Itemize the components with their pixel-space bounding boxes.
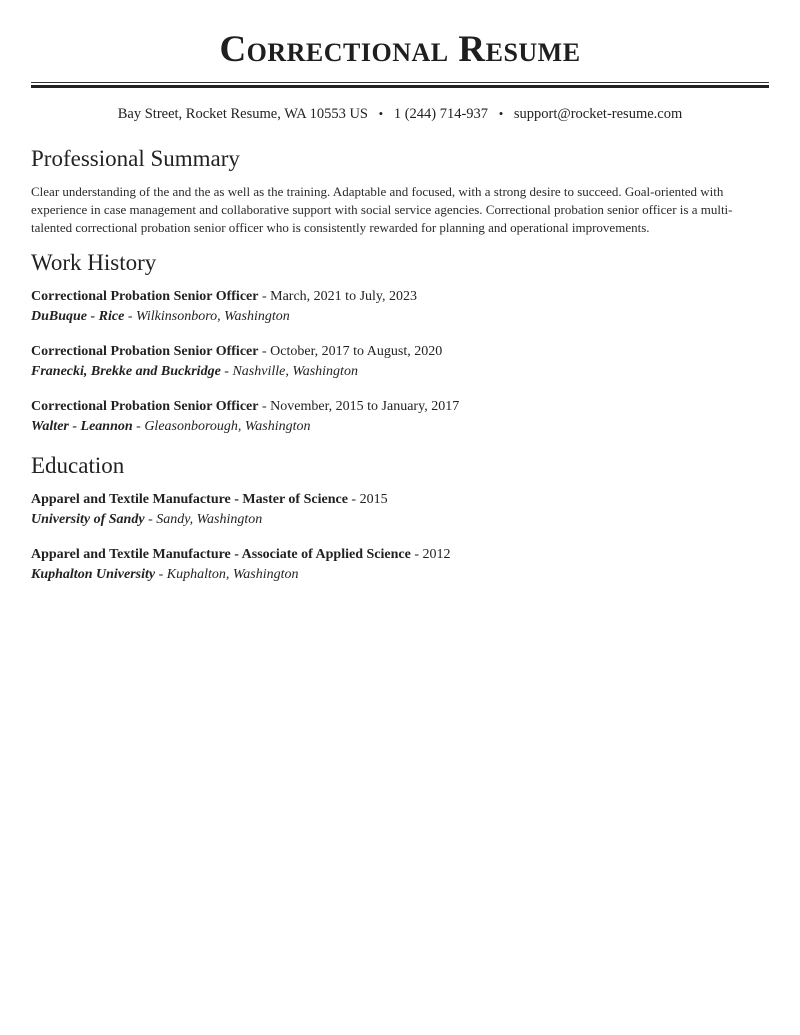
degree-title: Apparel and Textile Manufacture - Master of Science [31, 492, 348, 507]
education-list [31, 490, 769, 585]
job-dash: - [258, 289, 271, 304]
job-dates: November, 2015 to January, 2017 [270, 399, 460, 414]
job-location: Wilkinsonboro, Washington [136, 309, 290, 324]
job-dash: - [124, 309, 137, 324]
job-title: Correctional Probation Senior Officer [31, 344, 259, 359]
degree-dash: - [410, 547, 423, 562]
school-dash: - [144, 512, 157, 527]
contact-phone: 1 (244) 714-937 [393, 106, 489, 122]
job-company: DuBuque - Rice [31, 309, 125, 324]
work-history-list [31, 287, 769, 437]
school-location: Sandy, Washington [156, 512, 263, 527]
job-location: Nashville, Washington [232, 364, 358, 379]
job-title: Correctional Probation Senior Officer [31, 399, 259, 414]
job-dates: March, 2021 to July, 2023 [270, 289, 417, 304]
title-divider [31, 82, 769, 88]
job-dash: - [258, 344, 271, 359]
degree-year: 2012 [422, 547, 451, 562]
job-entry [31, 397, 769, 437]
degree-year: 2015 [359, 492, 388, 507]
education-entry [31, 545, 769, 585]
school-name: Kuphalton University [31, 567, 156, 582]
school-name: University of Sandy [31, 512, 145, 527]
job-location: Gleasonborough, Washington [144, 419, 311, 434]
degree-dash: - [347, 492, 360, 507]
school-dash: - [155, 567, 167, 582]
job-title: Correctional Probation Senior Officer [31, 289, 259, 304]
job-dash: - [220, 364, 233, 379]
job-entry [31, 342, 769, 382]
resume-title: Correctional Resume [219, 29, 581, 70]
contact-separator: • [378, 106, 384, 121]
job-company: Franecki, Brekke and Buckridge [31, 364, 221, 379]
education-entry [31, 490, 769, 530]
education-heading: Education [31, 453, 125, 478]
summary-text: Clear understanding of the and the as well as the training. Adaptable and focused, with a strong desire to succeed. Goal-oriented with experience in case management and collaborative support with social service agencies. Correctional probation senior officer is a multi-talented correctional probation senior officer who is consistently rewarded for planning and operational improvements. [31, 184, 733, 235]
contact-address: Bay Street, Rocket Resume, WA 10553 US [117, 106, 368, 122]
degree-title: Apparel and Textile Manufacture - Associate of Applied Science [31, 547, 411, 562]
school-location: Kuphalton, Washington [166, 567, 299, 582]
job-dash: - [132, 419, 145, 434]
contact-separator: • [498, 106, 504, 121]
job-dash: - [258, 399, 271, 414]
work-history-heading: Work History [31, 250, 157, 275]
contact-line [31, 104, 769, 124]
job-dates: October, 2017 to August, 2020 [270, 344, 443, 359]
contact-email: support@rocket-resume.com [513, 106, 683, 122]
job-company: Walter - Leannon [31, 419, 133, 434]
job-entry [31, 287, 769, 327]
summary-heading: Professional Summary [31, 146, 240, 171]
